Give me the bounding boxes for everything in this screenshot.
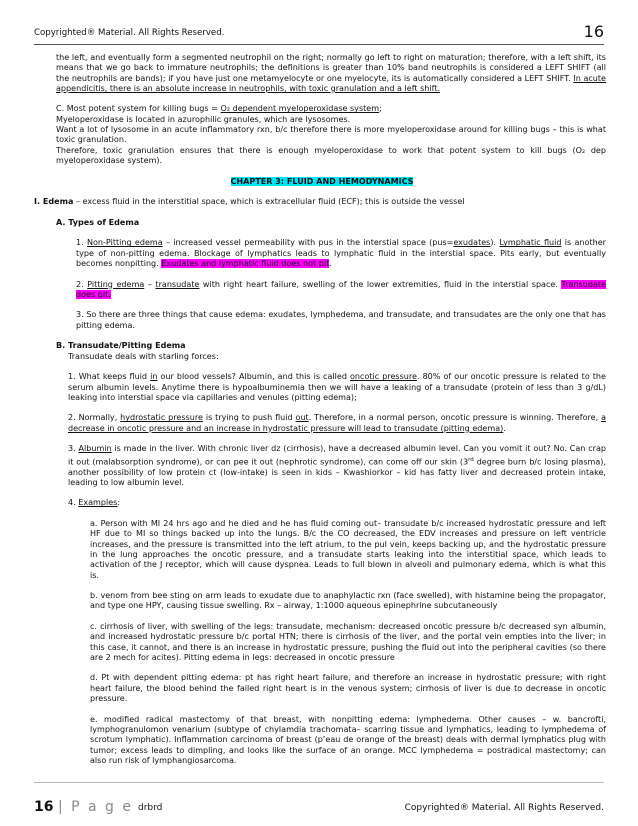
- text: 2. Normally,: [68, 413, 121, 423]
- text: .: [503, 423, 506, 433]
- footer-page: [34, 799, 133, 815]
- underlined-text: O₂ dependent myeloperoxidase system: [220, 104, 380, 114]
- item-a3: 3. So there are three things that cause edema: exudates, lymphedema, and transudate, and transudates are the only one that has pitting edema.: [76, 310, 606, 330]
- text: 1. What keeps fluid: [68, 372, 151, 382]
- underlined-text: Pitting edema: [87, 279, 145, 289]
- text: the left, and eventually form a segmented neutrophil on the right; normally go left to right on maturation; therefore, with a left shift, its means that we go back to immature neutrophils; the definitions is greater than 10% band neutrophils is considered a LEFT SHIFT (all the neutrophils are bands); if you have just one metamyelocyte or one myelocyte, its is automatically considered a LEFT SHIFT.: [56, 53, 606, 83]
- paragraph-c: [38, 104, 606, 114]
- example-d: d. Pt with dependent pitting edema: pt has right heart failure, and therefore an increase in hydrostatic pressure; with right heart failure, the blood behind the failed right heart is in the venous system; cirrhosis of liver is due to decrease in oncotic pressure.: [90, 673, 606, 704]
- example-b: b. venom from bee sting on arm leads to exudate due to anaphylactic rxn (face swelled), with histamine being the propagator, and type one HPY, causing tissue swelling. Rx – airway, 1:1000 aqueous epinephrine subcutaneously: [90, 591, 606, 611]
- paragraph-left-shift: [38, 53, 606, 94]
- text: is trying to push fluid: [202, 413, 296, 423]
- underlined-text: hydrostatic pressure: [120, 413, 203, 423]
- highlight-text: Exudates and lymphatic fluid does not pit: [161, 258, 330, 268]
- superscript: rd: [468, 456, 474, 463]
- page-footer: [34, 782, 604, 823]
- footer-author: drbrd: [138, 803, 163, 813]
- underlined-text: Lymphatic fluid: [499, 238, 562, 248]
- underlined-text: transudate: [155, 279, 200, 289]
- text: –: [144, 279, 156, 289]
- text: our blood vessels? Albumin, and this is called: [157, 372, 350, 382]
- subsection-a-heading: A. Types of Edema: [56, 217, 140, 227]
- page-header: [34, 22, 604, 45]
- underlined-text: out: [295, 413, 309, 423]
- text: is another type of non-pitting edema. Blockage of lymphatics leads to lymphatic fluid in the interstial space. Pits early, but eventually becomes nonpitting.: [76, 238, 606, 268]
- paragraph-c2: Myeloperoxidase is located in azurophilic granules, which are lysosomes.: [56, 114, 351, 124]
- text: . Therefore, in a normal person, oncotic pressure is winning. Therefore,: [308, 413, 602, 423]
- text: C. Most potent system for killing bugs =: [56, 104, 221, 114]
- underlined-text: exudates: [453, 238, 491, 248]
- page-body: [34, 53, 607, 766]
- footer-copyright: Copyrighted® Material. All Rights Reserved.: [404, 803, 604, 813]
- text: – excess fluid in the interstitial space, which is extracellular fluid (ECF); this is outside the vessel: [73, 197, 465, 207]
- example-e: e. modified radical mastectomy of that breast, with nonpitting edema: lymphedema. Other causes – w. bancrofti, lymphogranulomon venarium (subtype of chylamdia trachomata– scarring tissue and lymphatics, leading to lymphedema of scrotum lymphatic). Inflammation carcinoma of breast (p’eau de orange of the breast) deals with dermal lymphatics plug with tumor; excess leads to dimpling, and looks like the surface of an orange. MCC lymphedema = postradical mastectomy; can also run risk of lymphangiosarcoma.: [90, 714, 606, 765]
- text: is made in the liver. With chronic liver dz (cirrhosis), have a decreased albumin level. Can you vomit it out? No. Can crap it out (malabsorption syndrome), or can pee it out (nephrotic syndrome), can come off our skin (3: [68, 444, 606, 467]
- underlined-text: Albumin: [78, 444, 112, 454]
- subsection-b-heading: B. Transudate/Pitting Edema: [56, 341, 186, 351]
- text: :: [117, 498, 121, 508]
- underlined-text: Examples: [78, 498, 118, 508]
- subsection-b-intro: Transudate deals with starling forces:: [68, 351, 219, 361]
- text: . 80% of our oncotic pressure is related to the serum albumin levels. Anytime there is hypoalbuminemia then we will have a leaking of a transudate (protein of less than 3 g/dL) leaking into interstial space via capillaries and venules (pitting edema);: [68, 372, 606, 402]
- footer-page-label: | P a g e: [57, 799, 133, 815]
- highlight-text: Transudate does pit.: [76, 279, 606, 299]
- example-a: a. Person with MI 24 hrs ago and he died and he has fluid coming out– transudate b/c increased hydrostatic pressure and left HF due to MI so things backed up into the lungs. B/c the CO decreased, the EDV increases and pressure on left ventricle increases, and the pressure is transmitted into the left atrium, to the pul vein, keeps backing up, and the hydrostatic pressure in the lung approaches the oncotic pressure, and a transudate starts leaking into the interstitial space, which leads to activation of the J receptor, which will cause dyspnea. Leads to full blown in alveoli and pulmonary edema, which is what this is.: [90, 519, 606, 580]
- text: .: [329, 258, 332, 268]
- item-b3: [38, 444, 606, 488]
- item-b4: [38, 498, 606, 508]
- text: 4.: [68, 498, 79, 508]
- text: 3.: [68, 444, 79, 454]
- chapter-title: [38, 177, 606, 187]
- underlined-text: in: [150, 372, 158, 382]
- paragraph-c3: Want a lot of lysosome in an acute inflammatory rxn, b/c therefore there is more myeloperoxidase around for killing bugs – this is what toxic granulation.: [56, 125, 606, 145]
- text: with right heart failure, swelling of the lower extremities, fluid in the interstial space.: [199, 279, 562, 289]
- item-b2: [38, 413, 606, 434]
- underlined-text: a decrease in oncotic pressure and an increase in hydrostatic pressure will lead to transudate (pitting edema): [68, 413, 606, 433]
- text: – increased vessel permeability with pus in the interstial space (pus=: [162, 238, 454, 248]
- section-edema: [34, 197, 606, 207]
- item-b1: [38, 372, 606, 403]
- header-copyright: Copyrighted® Material. All Rights Reserved.: [34, 28, 225, 38]
- text: ;: [379, 104, 382, 114]
- item-a1: [38, 238, 606, 269]
- text: 1.: [76, 238, 87, 248]
- chapter-title-text: CHAPTER 3: FLUID AND HEMODYNAMICS: [230, 176, 414, 186]
- underlined-text: Non-Pitting edema: [86, 238, 163, 248]
- header-page-number: 16: [583, 22, 604, 41]
- text: ).: [490, 238, 500, 248]
- item-a2: [38, 280, 606, 301]
- example-c: c. cirrhosis of liver, with swelling of the legs: transudate, mechanism: decreased oncotic pressure b/c decreased syn albumin, and increased hydrostatic pressure b/c portal HTN; there is cirrhosis of the liver, and the portal vein empties into the liver; in this case, it cannot, and there is an increase in hydrostatic pressure, pushing the fluid out into the peripheral cavities (so there are 2 mech for acites). Pitting edema in legs: decreased in oncotic pressure: [90, 622, 606, 662]
- text: degree burn b/c losing plasma), another possibility of low protein ct (low-intake) is seen in kids – Kwashiorkor – kid has fatty liver and decreased protein intake, leading to low albumin level.: [68, 457, 607, 487]
- text: 2.: [76, 279, 88, 289]
- section-heading: I. Edema: [34, 197, 74, 207]
- underlined-text: oncotic pressure: [349, 372, 417, 382]
- underlined-text: In acute appendicitis, there is an absolute increase in neutrophils, with toxic granulation and a left shift.: [56, 73, 607, 93]
- footer-page-number: 16: [34, 799, 54, 815]
- paragraph-c4: Therefore, toxic granulation ensures that there is enough myeloperoxidase to work that potent system to kill bugs (O₂ dep myeloperoxidase system).: [56, 145, 606, 165]
